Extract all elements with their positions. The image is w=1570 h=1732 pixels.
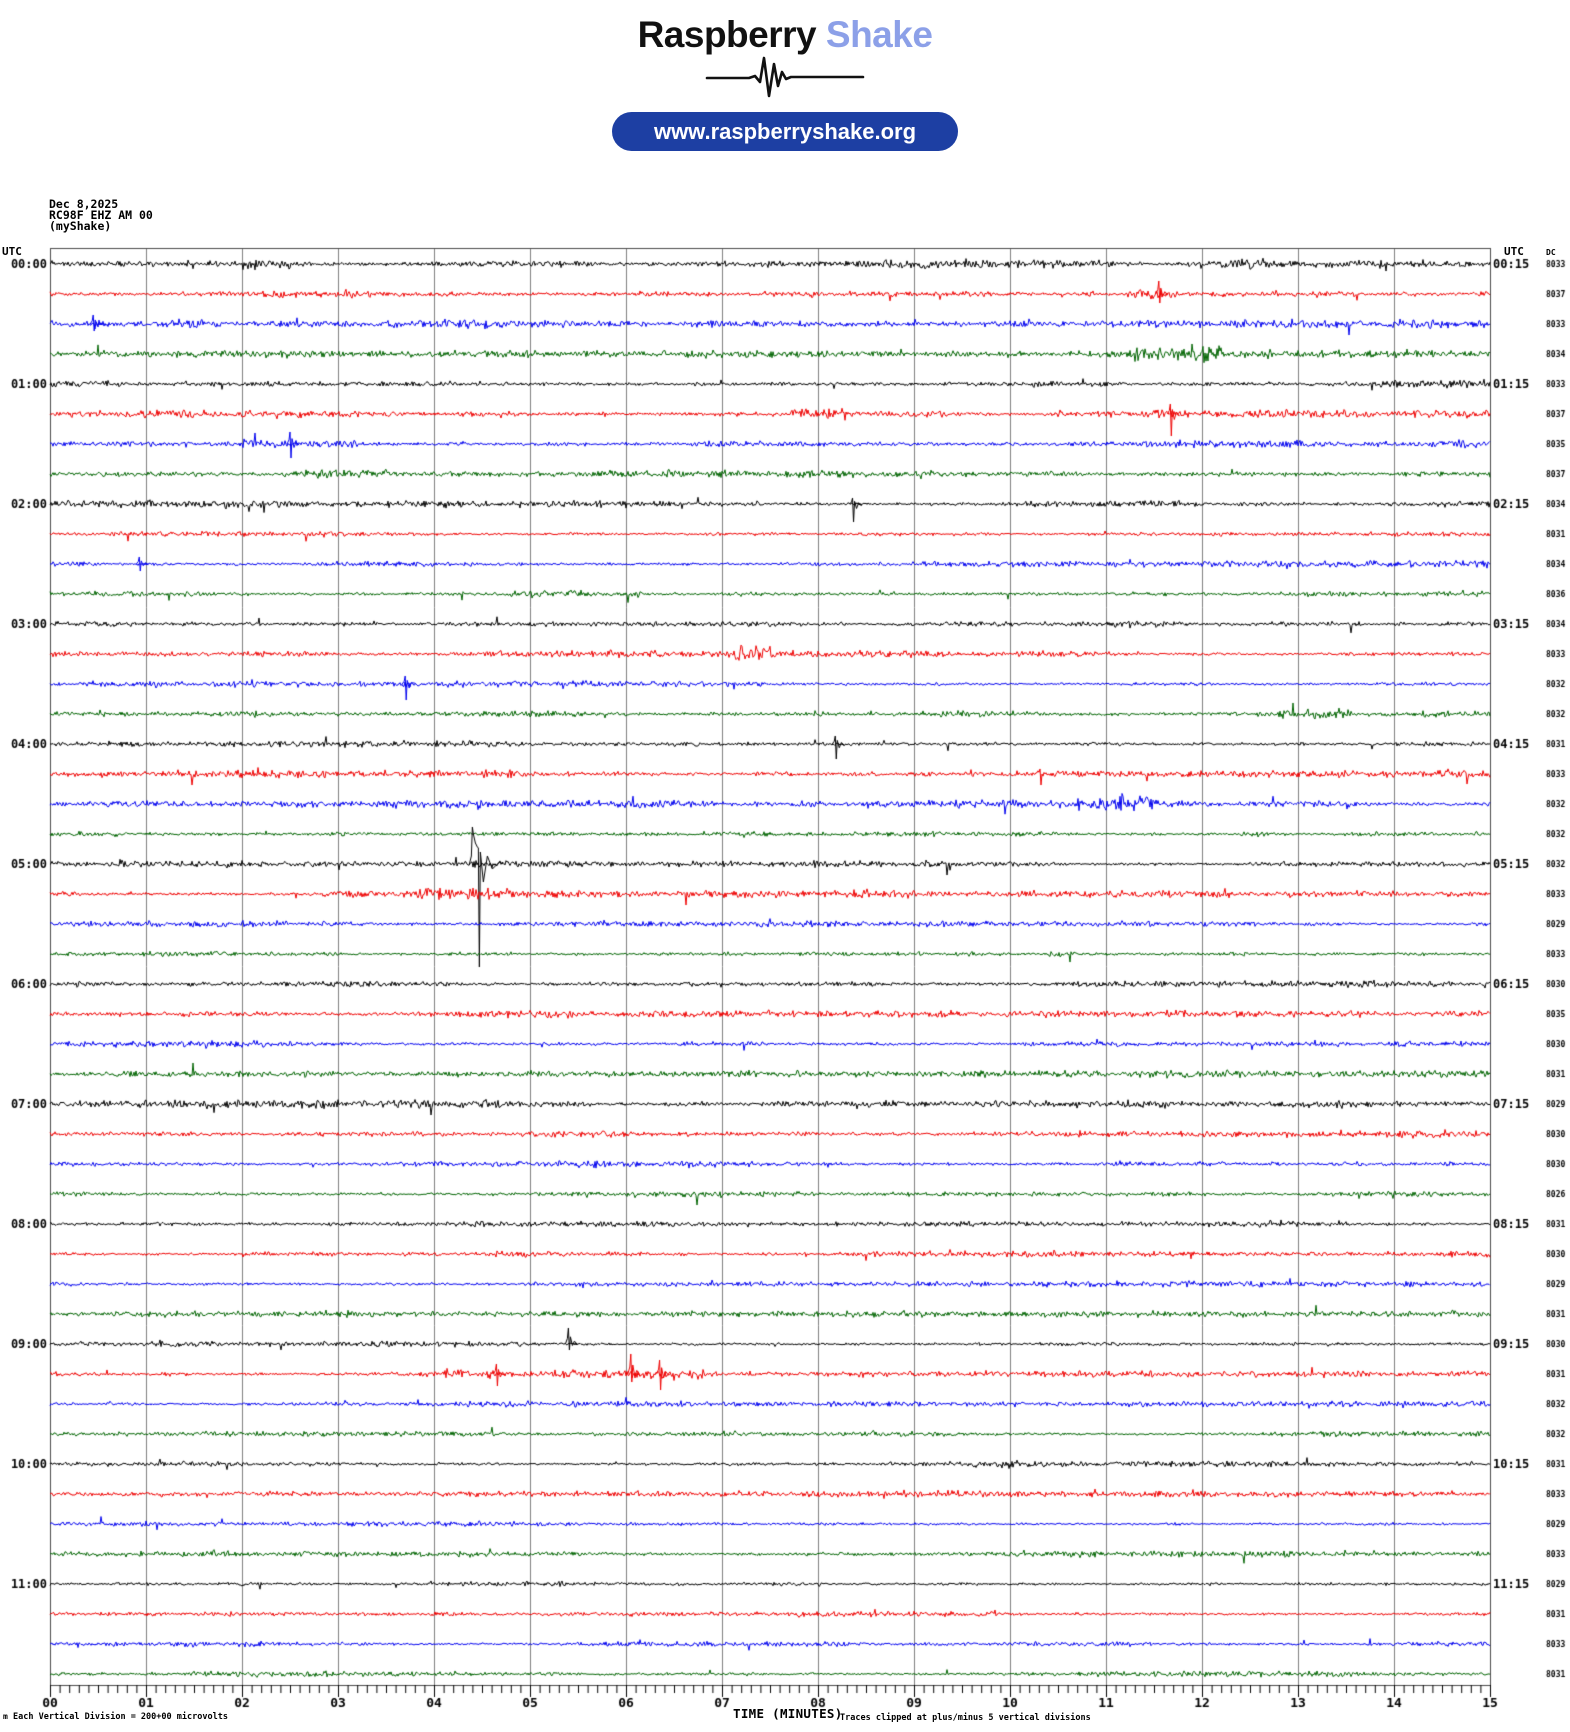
scale-note: Each Vertical Division = 200+00 microvolts: [13, 1712, 228, 1722]
time-axis-title: TIME (MINUTES): [733, 1706, 843, 1721]
corner-mark: m: [3, 1712, 8, 1721]
clip-note: Traces clipped at plus/minus 5 vertical divisions: [840, 1713, 1091, 1723]
